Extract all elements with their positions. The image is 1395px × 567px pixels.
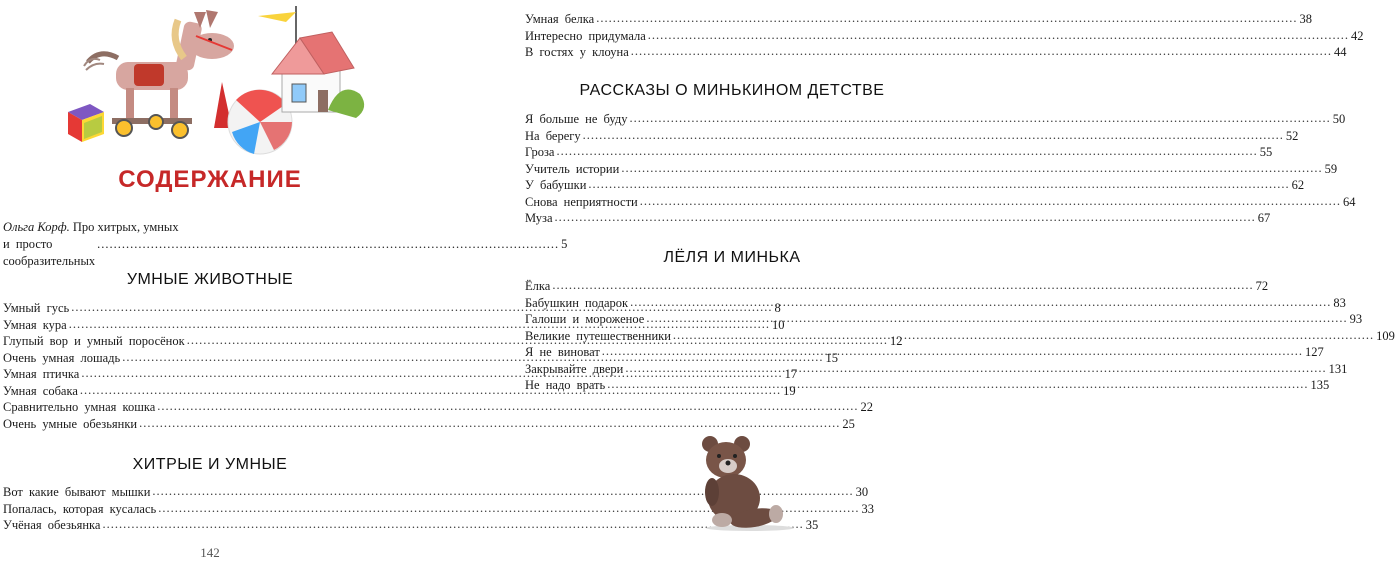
entry-title: Ёлка [525, 279, 551, 293]
leader-dots [607, 376, 1308, 393]
toc-entry[interactable] [3, 399, 874, 416]
leader-dots [625, 360, 1326, 377]
intro-entry[interactable] [3, 219, 568, 270]
toc-entry[interactable] [525, 28, 1364, 45]
entry-page: 127 [1305, 345, 1324, 359]
entry-title: Очень умная лошадь [3, 350, 121, 365]
entry-page: 8 [774, 301, 781, 315]
entry-page: 52 [1285, 128, 1299, 143]
entry-page: 62 [1291, 178, 1305, 192]
toc-entry[interactable] [3, 501, 874, 518]
leader-dots [673, 327, 1374, 344]
entry-title: Сравнительно умная кошка [3, 400, 156, 414]
toc-entry[interactable] [525, 144, 1273, 161]
page-number: 142 [200, 545, 220, 560]
entry-title: Интересно придумала [525, 28, 646, 43]
entry-page: 42 [1351, 28, 1364, 43]
entry-title: В гостях у клоуна [525, 45, 629, 59]
entry-page: 22 [860, 400, 874, 414]
entry-title: Попалась, которая кусалась [3, 501, 157, 516]
entry-title: Бабушкин подарок [525, 295, 629, 310]
leader-dots [630, 294, 1331, 311]
entry-title: Учёная обезьянка [3, 518, 101, 532]
toc-entry[interactable] [525, 44, 1347, 61]
entry-page: 131 [1328, 361, 1348, 376]
toys-illustration [60, 0, 380, 162]
leader-dots [588, 176, 1289, 193]
entry-page: 19 [783, 383, 796, 398]
toc-entry[interactable] [525, 295, 1346, 312]
leader-dots [552, 277, 1253, 294]
contents-title: СОДЕРЖАНИЕ [118, 166, 302, 193]
entry-page: 35 [805, 518, 819, 532]
leader-dots [640, 193, 1341, 210]
entry-page: 38 [1299, 12, 1312, 26]
leader-dots [555, 209, 1256, 226]
toc-entry[interactable] [525, 177, 1305, 194]
entry-page: 59 [1324, 161, 1338, 176]
entry-title: Гроза [525, 145, 555, 159]
entry-page: 67 [1257, 211, 1271, 225]
toc-entry[interactable] [3, 517, 819, 534]
entry-page: 44 [1334, 45, 1347, 59]
entry-title: На берегу [525, 128, 581, 143]
toc-entry[interactable] [525, 161, 1338, 178]
entry-title: Великие путешественники [525, 328, 671, 343]
toc-entry[interactable] [525, 328, 1395, 345]
toc-entry[interactable] [525, 128, 1299, 145]
entry-title: Я не виноват [525, 345, 600, 359]
toc-entry[interactable] [525, 344, 1324, 361]
section-title-lelya-and-minka: ЛЁЛЯ И МИНЬКА [663, 249, 801, 266]
entry-title: Умная белка [525, 12, 595, 26]
toc-entry[interactable] [525, 111, 1346, 128]
entry-page: 17 [784, 367, 798, 381]
entry-page: 93 [1349, 312, 1363, 326]
leader-dots [602, 343, 1303, 360]
section-title-minka-childhood: РАССКАЗЫ О МИНЬКИНОМ ДЕТСТВЕ [579, 82, 885, 99]
entry-title: Учитель истории [525, 161, 620, 176]
entry-page: 15 [825, 350, 838, 365]
toc-list-cunning-and-smart [3, 484, 874, 534]
toc-entry[interactable] [3, 484, 869, 501]
toc-entry[interactable] [3, 416, 855, 433]
leader-dots [646, 310, 1347, 327]
entry-page: 12 [889, 334, 903, 348]
entry-page: 83 [1333, 295, 1346, 310]
leader-dots [621, 160, 1322, 177]
leader-dots [596, 10, 1297, 27]
entry-page: 10 [771, 317, 785, 332]
entry-title: Не надо врать [525, 378, 606, 392]
entry-page: 64 [1342, 194, 1356, 209]
leader-dots [556, 143, 1257, 160]
entry-page: 30 [855, 485, 869, 499]
toc-entry[interactable] [525, 278, 1269, 295]
entry-title: У бабушки [525, 178, 587, 192]
entry-title: Умная собака [3, 383, 78, 398]
section-title-cunning-and-smart: ХИТРЫЕ И УМНЫЕ [132, 456, 288, 473]
entry-title: Муза [525, 211, 553, 225]
entry-page: 50 [1332, 112, 1346, 126]
entry-page: 33 [861, 501, 874, 516]
entry-title: Умная птичка [3, 367, 80, 381]
entry-title: Очень умные обезьянки [3, 416, 138, 431]
entry-title: Закрывайте двери [525, 361, 624, 376]
leader-dots: ................................................................................................................ [97, 237, 560, 251]
entry-page: 25 [842, 416, 855, 431]
toc-entry[interactable] [525, 377, 1330, 394]
leader-dots [629, 110, 1330, 127]
toy-block [68, 104, 104, 142]
entry-page: 55 [1259, 145, 1273, 159]
entry-title: Галоши и мороженое [525, 312, 645, 326]
intro-page: 5 [561, 237, 568, 251]
entry-title: Умный гусь [3, 301, 70, 315]
toc-list-continued [525, 11, 1364, 61]
entry-page: 109 [1376, 328, 1395, 343]
section-title-smart-animals: УМНЫЕ ЖИВОТНЫЕ [126, 271, 294, 288]
entry-title: Я больше не буду [525, 112, 628, 126]
intro-title-line2: и просто сообразительных [3, 237, 96, 268]
entry-page: 135 [1310, 378, 1330, 392]
entry-title: Вот какие бывают мышки [3, 485, 151, 499]
toc-entry[interactable] [525, 311, 1363, 328]
toc-entry[interactable] [525, 194, 1356, 211]
intro-author: Ольга Корф. [3, 220, 70, 234]
toc-entry[interactable] [525, 361, 1348, 378]
entry-page: 72 [1255, 279, 1269, 293]
toc-entry[interactable] [525, 210, 1271, 227]
entry-title: Снова неприятности [525, 194, 638, 209]
leader-dots [631, 43, 1332, 60]
toc-list-lelya-and-minka [525, 278, 1395, 394]
leader-dots [583, 127, 1284, 144]
toy-horse [84, 10, 234, 138]
entry-title: Глупый вор и умный поросёнок [3, 334, 185, 348]
toc-list-minka-childhood [525, 111, 1356, 227]
entry-title: Умная кура [3, 317, 67, 332]
teddy-bear-illustration [690, 432, 800, 532]
toc-entry[interactable] [525, 11, 1312, 28]
intro-title-line1: Про хитрых, умных [72, 220, 179, 234]
leader-dots [648, 27, 1349, 44]
